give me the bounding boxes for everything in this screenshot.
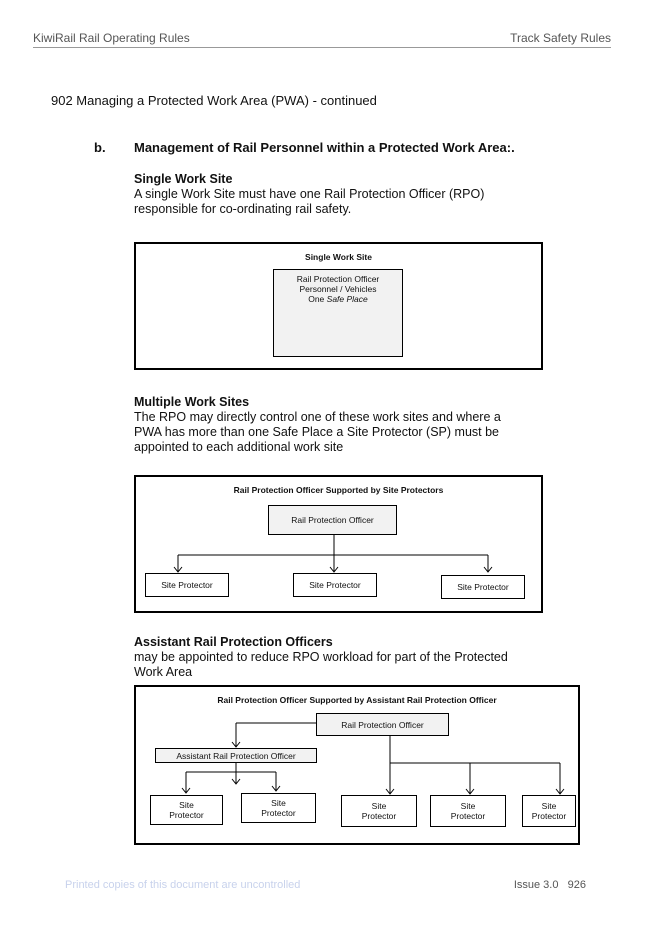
assistant-sp-node-2-word2: Protector — [261, 808, 296, 818]
assistant-sp-node-3-word2: Protector — [361, 811, 397, 821]
single-diagram-line3 — [274, 294, 402, 304]
multiple-sp-node-1: Site Protector — [145, 573, 229, 597]
single-text-1: A single Work Site must have one Rail Protection Officer (RPO) — [134, 187, 485, 201]
assistant-diagram — [134, 685, 580, 845]
assistant-sp-node-4-word1: Site — [460, 801, 476, 811]
multiple-text-2: PWA has more than one Safe Place a Site Protector (SP) must be — [134, 425, 499, 439]
multiple-diagram — [134, 475, 543, 613]
multiple-sp-node-3: Site Protector — [441, 575, 525, 599]
assistant-sp-node-3-word1: Site — [371, 801, 387, 811]
assistant-text-1: may be appointed to reduce RPO workload for part of the Protected — [134, 650, 508, 664]
single-diagram-line3-italic: Safe Place — [326, 294, 368, 304]
single-heading: Single Work Site — [134, 172, 233, 186]
assistant-sp-node-1-word2: Protector — [169, 810, 204, 820]
arpo-node: Assistant Rail Protection Officer — [155, 748, 317, 763]
assistant-sp-node-5-word2: Protector — [531, 811, 567, 821]
assistant-sp-node-2-word1: Site — [271, 798, 286, 808]
multiple-heading: Multiple Work Sites — [134, 395, 250, 409]
multiple-diagram-title: Rail Protection Officer Supported by Site Protectors — [233, 485, 444, 495]
assistant-sp-node-2 — [241, 793, 316, 823]
single-diagram-line2: Personnel / Vehicles — [299, 284, 377, 294]
header-rule — [33, 47, 611, 48]
assistant-sp-node-1-word1: Site — [179, 800, 194, 810]
single-diagram — [134, 242, 543, 370]
item-heading: Management of Rail Personnel within a Protected Work Area:. — [134, 140, 515, 155]
assistant-sp-node-1 — [150, 795, 223, 825]
multiple-text-1: The RPO may directly control one of these work sites and where a — [134, 410, 501, 424]
assistant-heading: Assistant Rail Protection Officers — [134, 635, 333, 649]
assistant-sp-node-5-word1: Site — [541, 801, 557, 811]
assistant-sp-node-4-word2: Protector — [450, 811, 486, 821]
assistant-sp-node-5 — [522, 795, 576, 827]
footer-right: Issue 3.0 926 — [513, 879, 586, 891]
assistant-sp-node-4 — [430, 795, 506, 827]
multiple-text-3: appointed to each additional work site — [134, 440, 344, 454]
item-letter: b. — [94, 140, 106, 155]
header-right: Track Safety Rules — [510, 31, 611, 45]
assistant-text-2: Work Area — [134, 665, 193, 679]
multiple-rpo-node: Rail Protection Officer — [268, 505, 397, 535]
assistant-sp-node-3 — [341, 795, 417, 827]
single-diagram-box — [273, 269, 403, 357]
multiple-sp-node-2: Site Protector — [293, 573, 377, 597]
assistant-diagram-title: Rail Protection Officer Supported by Assistant Rail Protection Officer — [217, 695, 497, 705]
single-diagram-line1: Rail Protection Officer — [296, 274, 380, 284]
single-diagram-line3-prefix: One — [308, 294, 327, 304]
header-left: KiwiRail Rail Operating Rules — [33, 31, 190, 45]
section-title: 902 Managing a Protected Work Area (PWA) - continued — [51, 93, 377, 108]
assistant-rpo-node: Rail Protection Officer — [316, 713, 449, 736]
single-diagram-title: Single Work Site — [305, 252, 372, 262]
single-text-2: responsible for co-ordinating rail safety. — [134, 202, 352, 216]
footer-left: Printed copies of this document are uncontrolled — [65, 879, 301, 891]
